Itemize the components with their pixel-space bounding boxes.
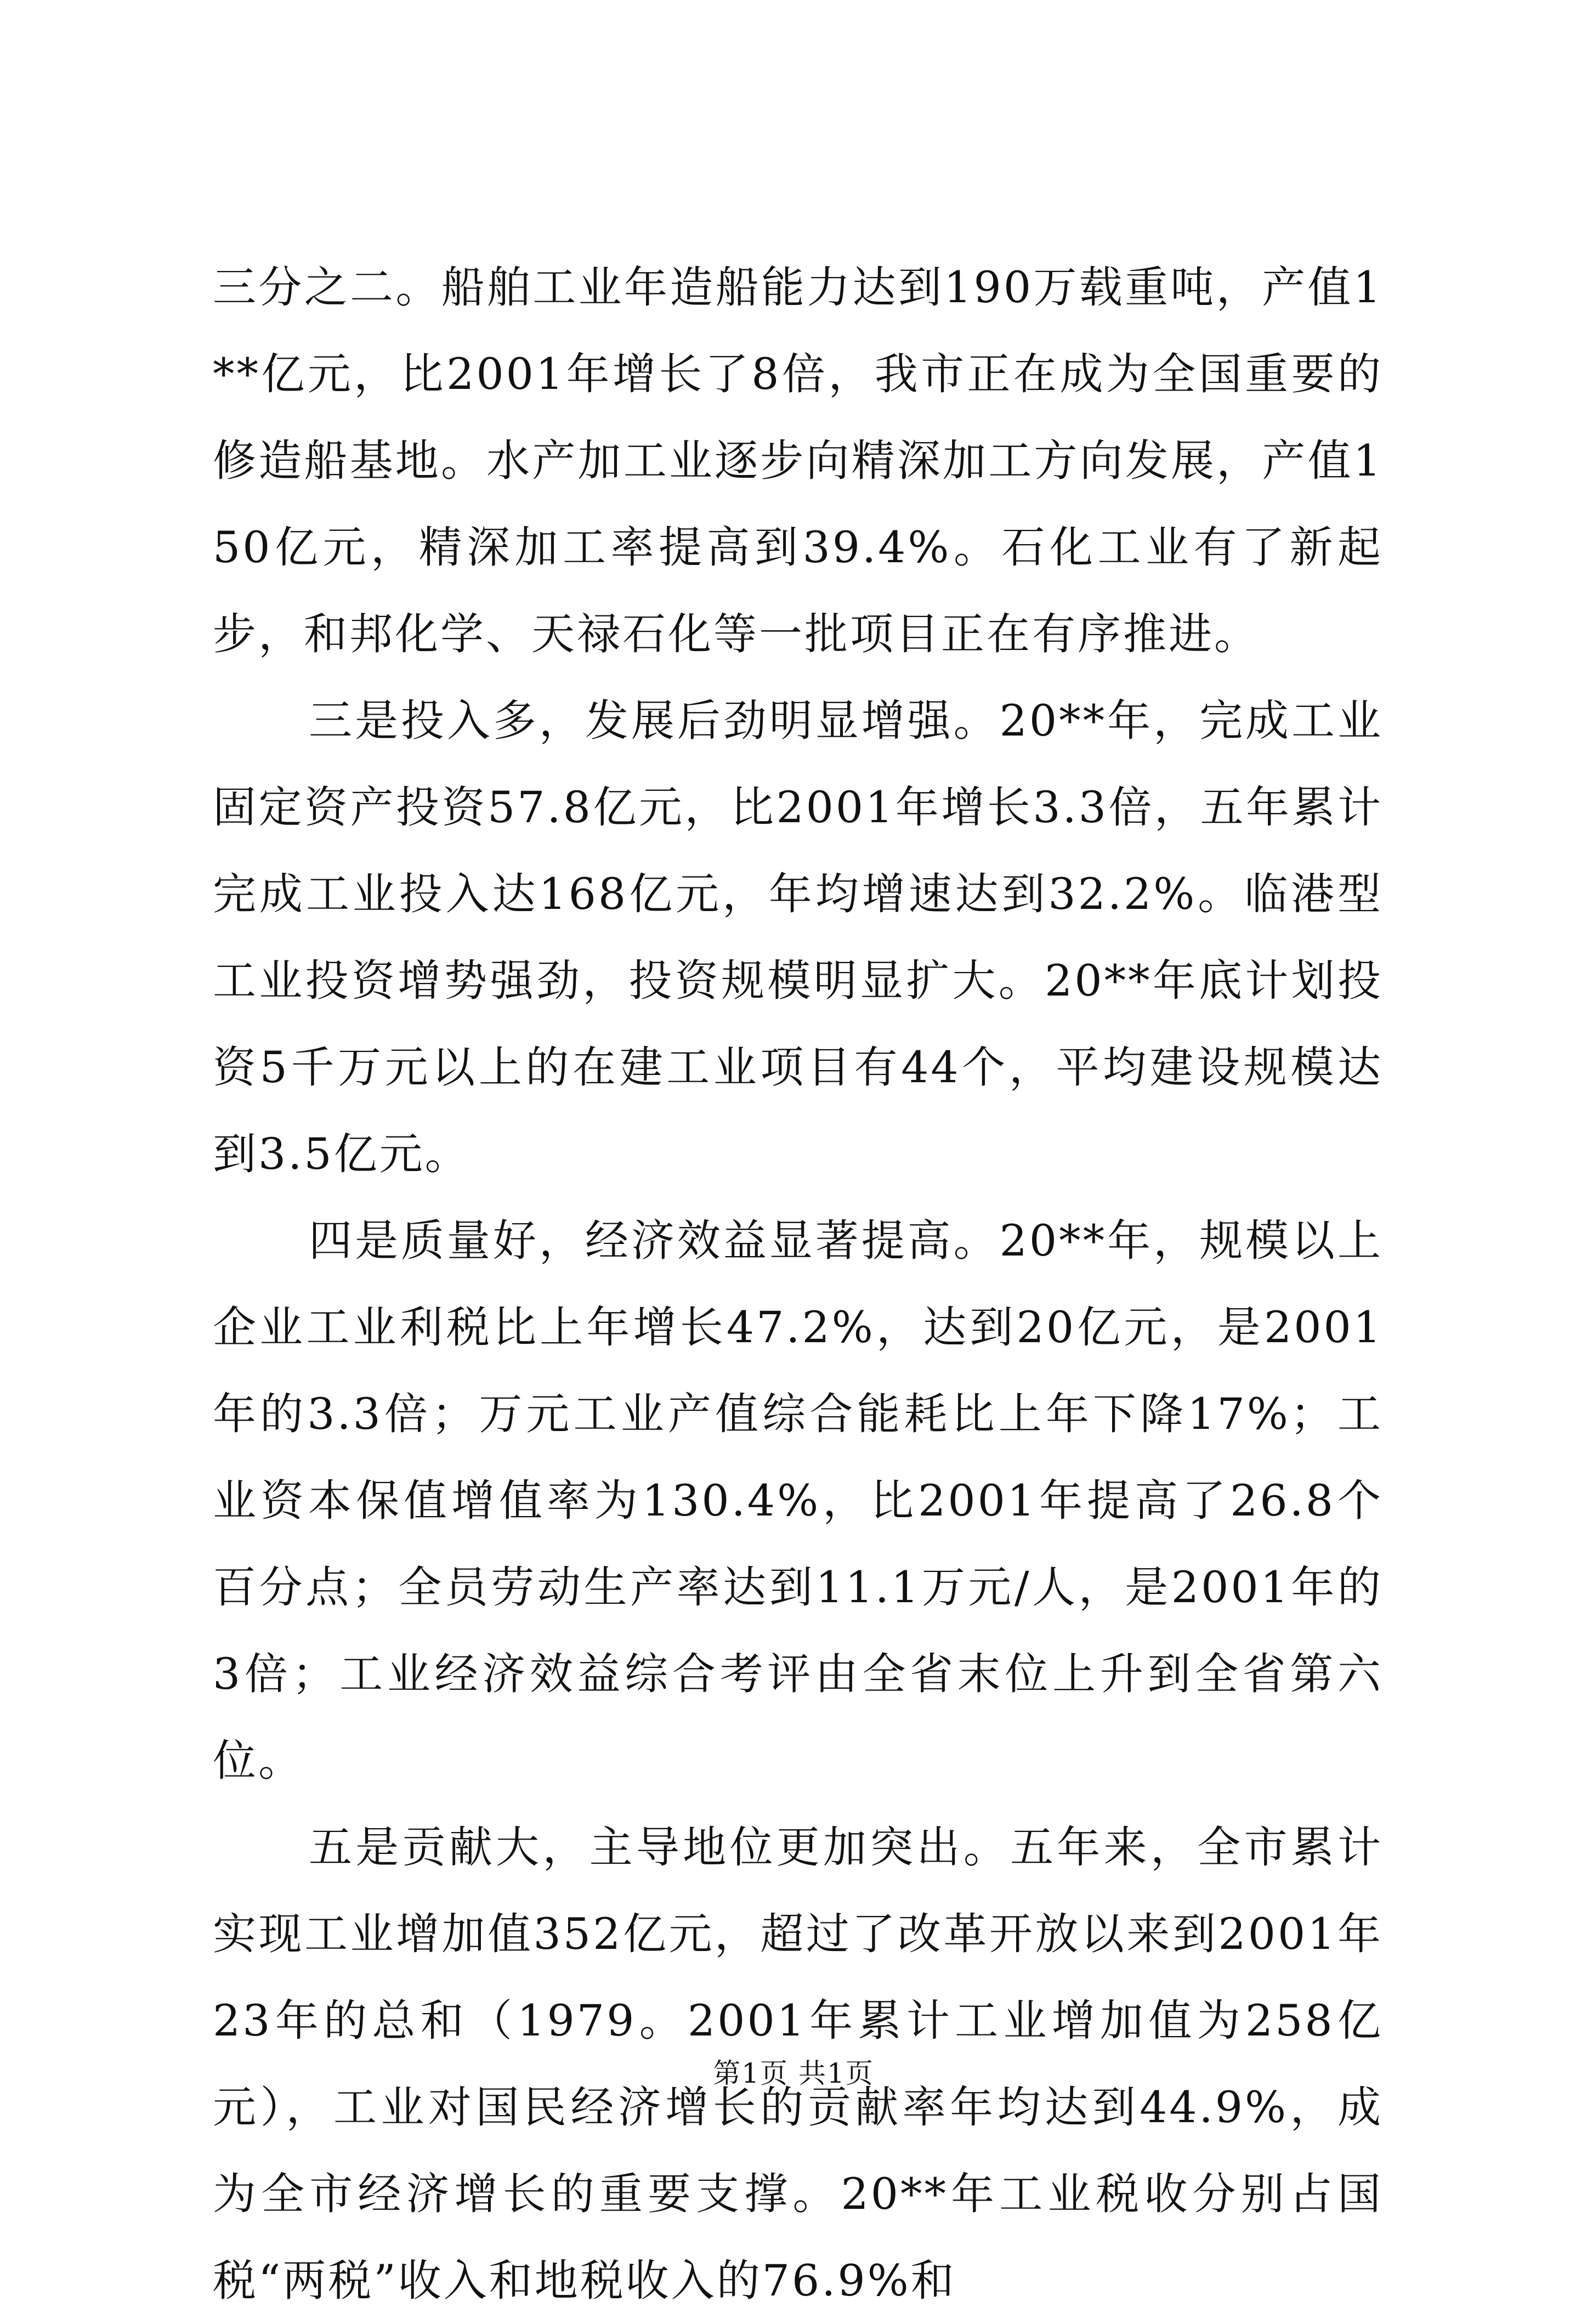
paragraph-investment: 三是投入多，发展后劲明显增强。20**年，完成工业固定资产投资57.8亿元，比2001年增长3.3倍，五年累计完成工业投入达168亿元，年均增速达到32.2%。临港型工业投资增势强劲，投资规模明显扩大。20**年底计划投资5千万元以上的在建工业项目有44个，平均建设规模达到3.5亿元。 bbox=[213, 695, 1383, 1179]
paragraph-continuation: 三分之二。船舶工业年造船能力达到190万载重吨，产值1**亿元，比2001年增长了8倍，我市正在成为全国重要的修造船基地。水产加工业逐步向精深加工方向发展，产值150亿元，精深加工率提高到39.4%。石化工业有了新起步，和邦化学、天禄石化等一批项目正在有序推进。 bbox=[213, 262, 1383, 659]
page-footer: 第1页 共1页 bbox=[713, 2057, 874, 2089]
paragraph-quality: 四是质量好，经济效益显著提高。20**年，规模以上企业工业利税比上年增长47.2%，达到20亿元，是2001年的3.3倍；万元工业产值综合能耗比上年下降17%；工业资本保值增值率为130.4%，比2001年提高了26.8个百分点；全员劳动生产率达到11.1万元/人，是2001年的3倍；工业经济效益综合考评由全省末位上升到全省第六位。 bbox=[213, 1215, 1383, 1786]
paragraph-contribution: 五是贡献大，主导地位更加突出。五年来，全市累计实现工业增加值352亿元，超过了改革开放以来到2001年23年的总和（1979。2001年累计工业增加值为258亿元），工业对国民经济增长的贡献率年均达到44.9%，成为全市经济增长的重要支撑。20**年工业税收分别占国税“两税”收入和地税收入的76.9%和 bbox=[213, 1822, 1383, 2306]
body-text bbox=[213, 244, 1383, 2324]
